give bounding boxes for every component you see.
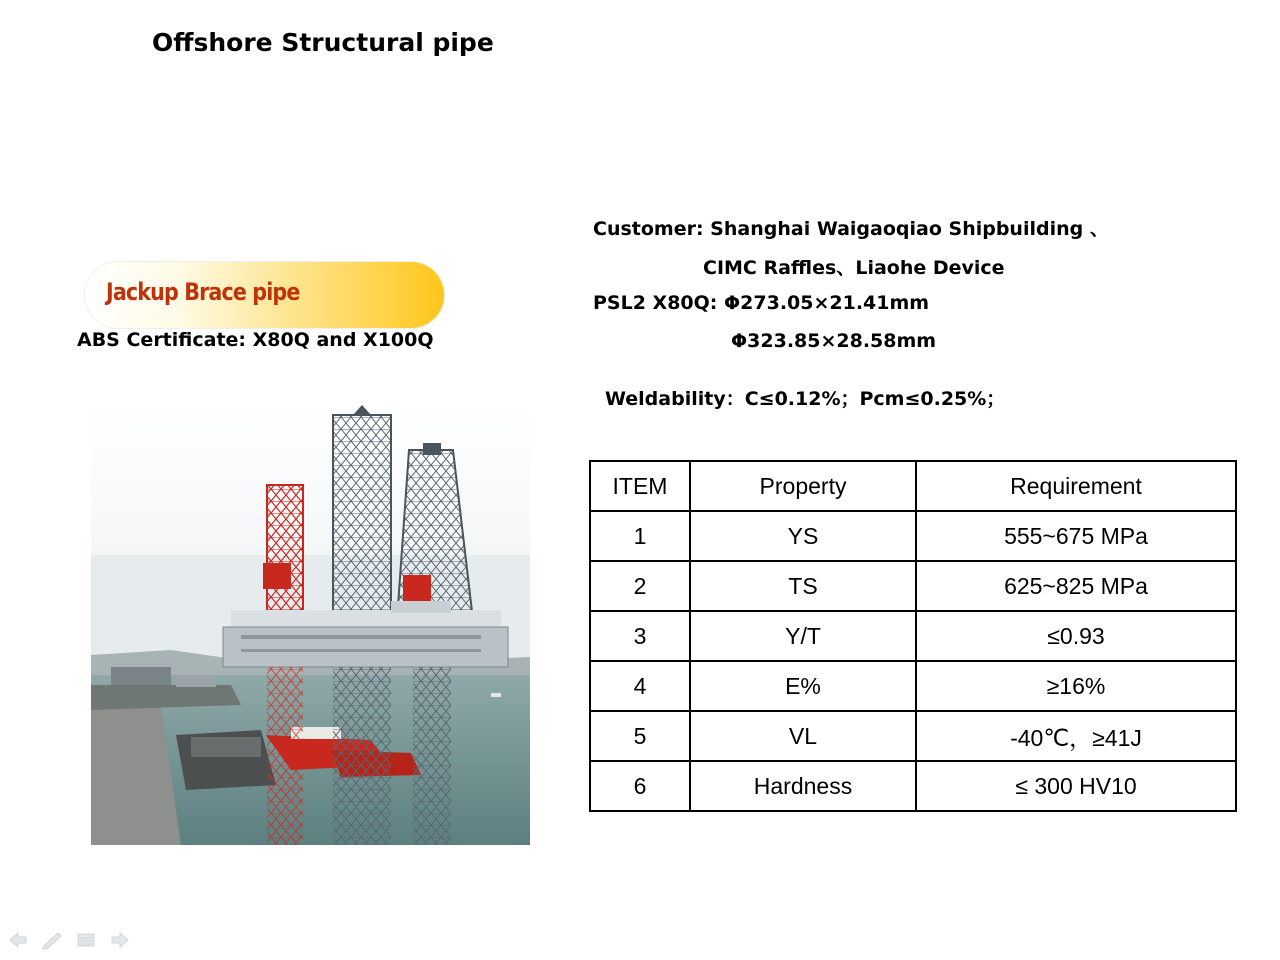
- previous-slide-icon[interactable]: [10, 933, 26, 947]
- abs-certificate: ABS Certificate: X80Q and X100Q: [77, 329, 434, 351]
- slideshow-controls: [8, 930, 132, 950]
- next-slide-icon[interactable]: [112, 933, 128, 947]
- table-cell-property: VL: [690, 711, 916, 761]
- table-cell-item: 2: [590, 561, 690, 611]
- table-row: [590, 511, 1236, 561]
- table-cell-property: Y/T: [690, 611, 916, 661]
- table-row: [590, 561, 1236, 611]
- table-cell-item: 3: [590, 611, 690, 661]
- weldability-line: Weldability：C≤0.12%；Pcm≤0.25%；: [605, 388, 1006, 410]
- psl-spec-line-1: PSL2 X80Q: Φ273.05×21.41mm: [593, 292, 930, 314]
- badge-label: Jackup Brace pipe: [106, 278, 300, 306]
- menu-icon[interactable]: [78, 934, 94, 946]
- psl-spec-line-2: Φ323.85×28.58mm: [731, 330, 937, 352]
- table-row: [590, 661, 1236, 711]
- table-cell-property: Hardness: [690, 761, 916, 811]
- slide-title: Offshore Structural pipe: [152, 28, 494, 57]
- table-cell-property: TS: [690, 561, 916, 611]
- table-row: [590, 711, 1236, 761]
- table-cell-item: 6: [590, 761, 690, 811]
- pen-icon[interactable]: [43, 933, 61, 949]
- table-cell-requirement: ≤ 300 HV10: [916, 761, 1236, 811]
- jackup-brace-pipe-badge: [84, 261, 445, 329]
- table-cell-requirement: -40℃，≥41J: [916, 711, 1236, 761]
- customer-line-2: CIMC Raffles、Liaohe Device: [703, 257, 1005, 279]
- requirements-table: [589, 460, 1237, 812]
- table-cell-requirement: 625~825 MPa: [916, 561, 1236, 611]
- table-cell-requirement: 555~675 MPa: [916, 511, 1236, 561]
- table-cell-requirement: ≤0.93: [916, 611, 1236, 661]
- column-header-property: Property: [690, 461, 916, 511]
- table-cell-item: 5: [590, 711, 690, 761]
- table-cell-property: YS: [690, 511, 916, 561]
- customer-line-1: Customer: Shanghai Waigaoqiao Shipbuilding 、: [593, 218, 1109, 240]
- column-header-requirement: Requirement: [916, 461, 1236, 511]
- table-cell-item: 4: [590, 661, 690, 711]
- table-cell-item: 1: [590, 511, 690, 561]
- table-cell-requirement: ≥16%: [916, 661, 1236, 711]
- table-row: [590, 761, 1236, 811]
- jackup-rig-photo: [91, 405, 530, 845]
- column-header-item: ITEM: [590, 461, 690, 511]
- table-cell-property: E%: [690, 661, 916, 711]
- table-header-row: [590, 461, 1236, 511]
- table-row: [590, 611, 1236, 661]
